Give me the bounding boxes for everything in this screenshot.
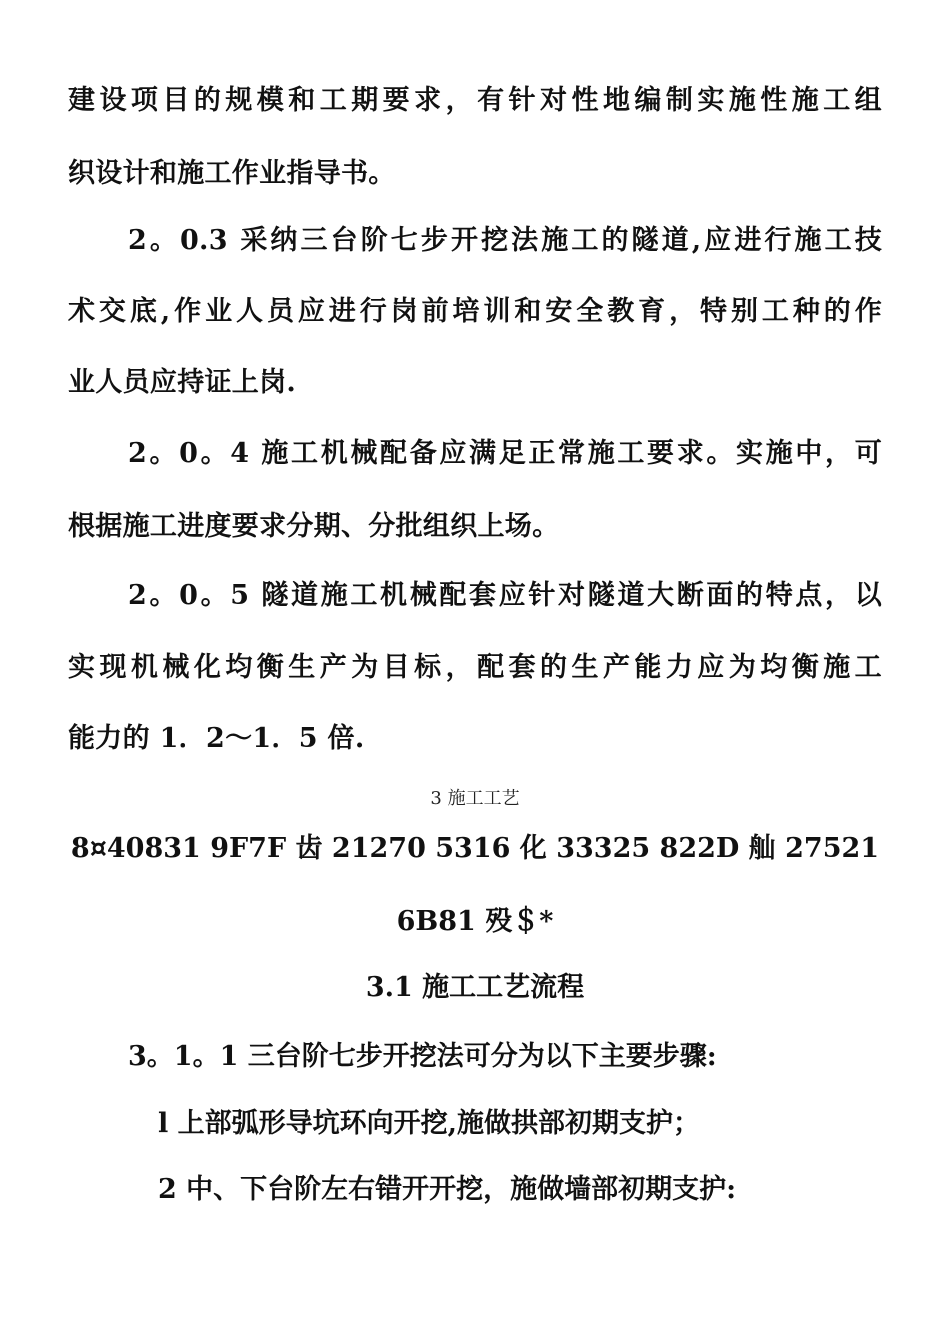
step-1: l 上部弧形导坑环向开挖,施做拱部初期支护； (158, 1108, 701, 1139)
paragraph-1-line-2: 织设计和施工作业指导书。 (68, 158, 396, 189)
garbled-text-line-1: 8¤40831 9F7F 齿 21270 5316 化 33325 822D 舢 27521 (70, 833, 880, 864)
subsection-title: 3.1 施工工艺流程 (365, 972, 585, 1003)
steps-intro: 3。1。1 三台阶七步开挖法可分为以下主要步骤: (128, 1041, 717, 1072)
paragraph-4-line-3: 能力的 1．2～1．5 倍. (68, 723, 365, 754)
paragraph-2-line-1: 2。0.3 采纳三台阶七步开挖法施工的隧道,应进行施工技 (128, 225, 882, 256)
garbled-text-line-2: 6B81 殁＄* (396, 906, 554, 937)
paragraph-3-line-1: 2。0。4 施工机械配备应满足正常施工要求。实施中，可 (128, 438, 882, 469)
step-2: 2 中、下台阶左右错开开挖，施做墙部初期支护: (158, 1174, 737, 1205)
paragraph-2-line-2: 术交底,作业人员应进行岗前培训和安全教育，特别工种的作 (68, 296, 882, 327)
paragraph-4-line-1: 2。0。5 隧道施工机械配套应针对隧道大断面的特点，以 (128, 580, 882, 611)
paragraph-1-line-1: 建设项目的规模和工期要求，有针对性地编制实施性施工组 (68, 85, 882, 116)
paragraph-2-line-3: 业人员应持证上岗. (68, 367, 297, 398)
section-3-small-title: 3 施工工艺 (430, 788, 520, 809)
paragraph-4-line-2: 实现机械化均衡生产为目标，配套的生产能力应为均衡施工 (68, 652, 882, 683)
paragraph-3-line-2: 根据施工进度要求分期、分批组织上场。 (68, 511, 560, 542)
